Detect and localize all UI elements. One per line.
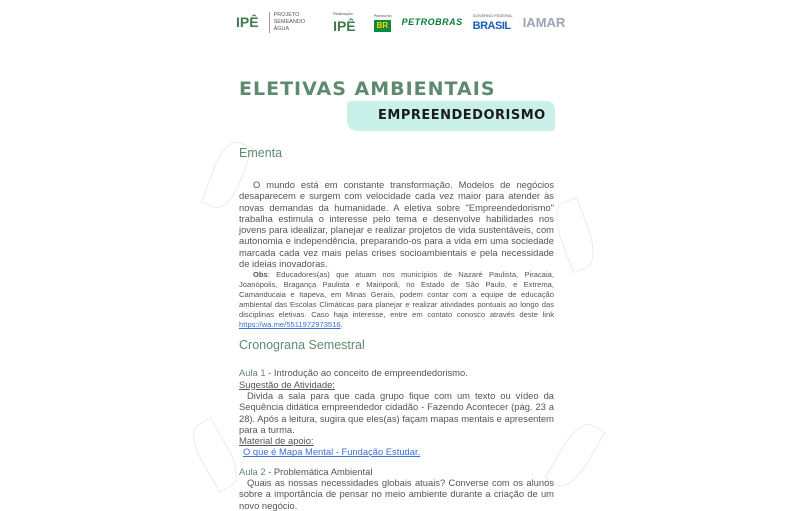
page-subtitle: EMPREENDEDORISMO	[378, 108, 546, 123]
obs-paragraph: Obs: Educadores(as) que atuam nos municípios de Nazaré Paulista, Piracaia, Joanópolis, Bragança Paulista e Mairiporã, no Estado de São Paulo, e Extrema, Camanducaia e Itapeva, em Minas Gerais, podem contar com a equipe de educação ambiental das Escolas Climáticas para planejar e realizar atividades pontuais ao longo das disciplinas eletivas. Caso haja interesse, entre em contato conosco através deste link https://wa.me/5511972973516.	[239, 270, 554, 330]
ementa-heading: Ementa	[239, 146, 283, 160]
petrobras-logo: PETROBRAS	[401, 17, 463, 27]
realizacao-logo: Realização IPÊ	[333, 10, 356, 34]
sugestao-label: Sugestão de Atividade:	[239, 378, 335, 390]
patrocinio-logo: Patrocínio BR	[373, 12, 392, 30]
aula-1	[239, 367, 554, 457]
material-label: Material de apoio:	[239, 435, 314, 447]
aula-2	[239, 466, 554, 511]
cronograma-heading: Cronograna Semestral	[239, 338, 365, 353]
aula-title: - Problemática Ambiental	[265, 465, 373, 477]
mapa-mental-link[interactable]: O que é Mapa Mental - Fundação Estudar.	[243, 446, 421, 458]
sugestao-text: Divida a sala para que cada grupo fique com um texto ou vídeo da Sequência didática empreendedor cidadão - Fazendo Acontecer (pág. 23 a 28). Após a leitura, sugira que eles(as) façam mapas mentais e apresentem para a turma.	[239, 389, 554, 435]
obs-label: Obs	[253, 270, 268, 280]
aula-body: Quais as nossas necessidades globais atuais? Converse com os alunos sobre a importância de pensar no meio ambiente durante a criação de um novo negócio.	[239, 477, 554, 511]
aula-title: - Introdução ao conceito de empreendedorismo.	[265, 367, 468, 379]
ipe-logo: IPÊ	[236, 14, 259, 30]
page-title: ELETIVAS AMBIENTAIS	[239, 78, 496, 100]
leaf-decoration	[185, 417, 246, 493]
governo-federal-logo: GOVERNO FEDERAL BRASIL	[472, 12, 513, 32]
document-content	[239, 146, 554, 511]
aula-label: Aula 1	[239, 367, 266, 379]
projeto-semeando-agua-logo: PROJETO SEMEANDO ÁGUA	[269, 12, 305, 33]
aula-label: Aula 2	[239, 465, 266, 477]
obs-text: : Educadores(as) que atuam nos municípios de Nazaré Paulista, Piracaia, Joanópolis, Bragança Paulista e Mairiporã, no Estado de São Paulo, e Extrema, Camanducaia e Itapeva, em Minas Gerais, podem contar com a equipe de educação ambiental das Escolas Climáticas para planejar e realizar atividades pontuais ao longo das disciplinas eletivas. Caso haja interesse, entre em contato conosco através deste link	[239, 270, 554, 320]
whatsapp-link[interactable]: https://wa.me/5511972973516	[239, 320, 341, 330]
ementa-body: O mundo está em constante transformação. Modelos de negócios desaparecem e surgem com velocidade cada vez maior para atender às novas demandas da humanidade. A eletiva sobre "Empreendedorismo" trabalha estimula o interesse pelo tema e desenvolve habilidades nos jovens para idealizar, planejar e realizar projetos de vida sustentáveis, com autonomia e independência, preparando-os para a vida em uma sociedade marcada cada vez mais pelas crises socioambientais e pela necessidade de ideias inovadoras.	[239, 179, 554, 270]
sponsor-logos	[236, 6, 576, 38]
leaf-decoration	[549, 197, 601, 273]
iamar-logo: IAMAR	[522, 14, 566, 30]
